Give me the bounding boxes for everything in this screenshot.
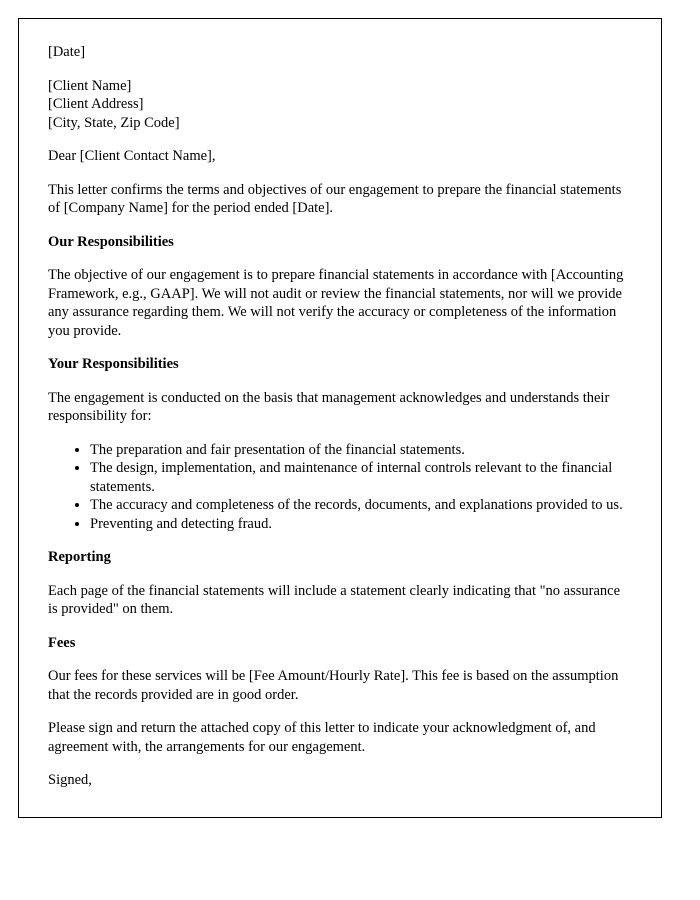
list-item: • The accuracy and completeness of the records, documents, and explanations provided to us. <box>90 496 632 515</box>
reporting-paragraph: Each page of the financial statements will include a statement clearly indicating that "no assurance is provided" on them. <box>48 582 621 617</box>
client-address: [Client Address] <box>48 96 144 112</box>
list-item: • The design, implementation, and maintenance of internal controls relevant to the financial statements. <box>90 459 632 496</box>
letter-body <box>48 43 632 803</box>
date-placeholder: [Date] <box>48 44 86 60</box>
list-item: • The preparation and fair presentation of the financial statements. <box>90 441 632 460</box>
list-item: • Preventing and detecting fraud. <box>90 515 632 534</box>
client-name: [Client Name] <box>48 77 132 94</box>
signature-line: Signed, <box>48 772 92 788</box>
salutation: Dear [Client Contact Name], <box>48 148 216 164</box>
fees-paragraph: Our fees for these services will be [Fee Amount/Hourly Rate]. This fee is based on the assumption that the records provided are in good order. <box>48 668 619 703</box>
client-address-block <box>48 77 632 133</box>
letter-page <box>18 18 662 818</box>
reporting-heading: Reporting <box>48 549 111 565</box>
responsibilities-list <box>48 441 632 534</box>
intro-paragraph: This letter confirms the terms and objectives of our engagement to prepare the financial statements of [Company Name] for the period ended [Date]. <box>48 181 622 216</box>
fees-heading: Fees <box>48 634 76 651</box>
your-responsibilities-paragraph: The engagement is conducted on the basis that management acknowledges and understands their responsibility for: <box>48 389 610 424</box>
your-responsibilities-heading: Your Responsibilities <box>48 356 179 372</box>
client-city-state-zip: [City, State, Zip Code] <box>48 114 180 131</box>
our-responsibilities-heading: Our Responsibilities <box>48 233 174 250</box>
our-responsibilities-paragraph: The objective of our engagement is to prepare financial statements in accordance with [Accounting Framework, e.g., GAAP]. We will not audit or review the financial statements, nor will we provide any assurance regarding them. We will not verify the accuracy or completeness of the information you provide. <box>48 267 624 339</box>
closing-paragraph: Please sign and return the attached copy of this letter to indicate your acknowledgment of, and agreement with, the arrangements for our engagement. <box>48 720 596 755</box>
